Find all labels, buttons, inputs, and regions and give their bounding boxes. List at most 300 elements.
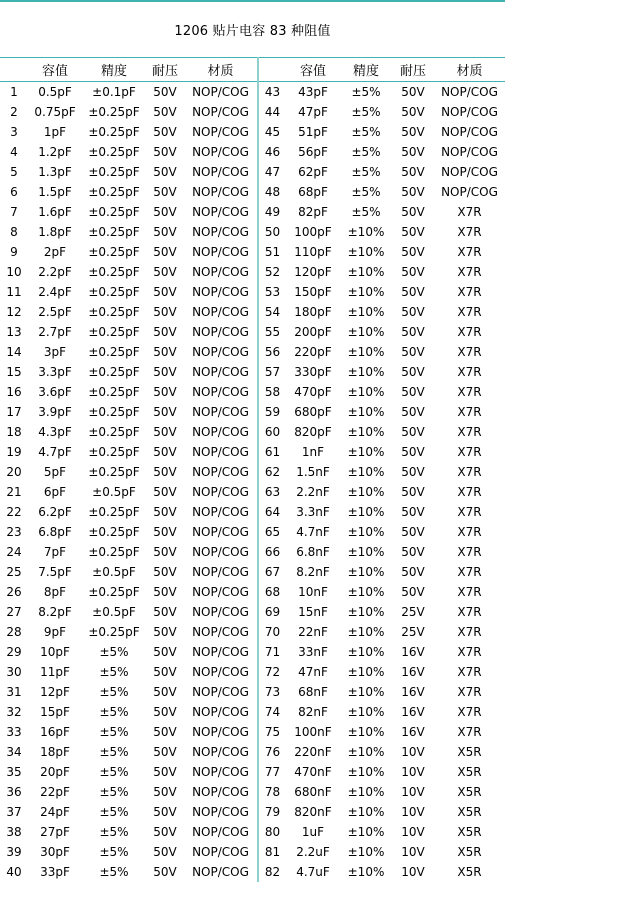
right-voltage-cell: 10V bbox=[401, 765, 425, 779]
right-precision-cell: ±10% bbox=[347, 365, 385, 379]
left-precision-cell: ±5% bbox=[99, 805, 129, 819]
left-precision-cell: ±0.25pF bbox=[88, 465, 140, 479]
right-index-cell: 71 bbox=[258, 642, 286, 662]
right-precision-cell: ±10% bbox=[347, 585, 385, 599]
left-precision-cell: ±0.25pF bbox=[88, 225, 140, 239]
table-row bbox=[0, 862, 505, 882]
left-index-cell: 29 bbox=[6, 645, 22, 659]
left-precision-cell: ±0.25pF bbox=[88, 205, 140, 219]
right-index-cell: 74 bbox=[258, 702, 286, 722]
right-capacitance-cell: 56pF bbox=[298, 145, 328, 159]
left-material-cell: NOP/COG bbox=[192, 505, 249, 519]
right-precision-cell: ±5% bbox=[351, 125, 381, 139]
right-precision-cell: ±10% bbox=[347, 345, 385, 359]
right-capacitance-cell: 4.7uF bbox=[296, 865, 330, 879]
left-material-cell: NOP/COG bbox=[192, 145, 249, 159]
table-row bbox=[0, 142, 505, 162]
left-material-cell: NOP/COG bbox=[192, 825, 249, 839]
left-voltage-cell: 50V bbox=[153, 605, 177, 619]
left-precision-cell: ±0.25pF bbox=[88, 105, 140, 119]
left-index-cell: 6 bbox=[10, 185, 18, 199]
left-voltage-cell: 50V bbox=[153, 845, 177, 859]
left-index-cell: 22 bbox=[6, 505, 22, 519]
left-index-cell: 4 bbox=[10, 145, 18, 159]
right-precision-cell: ±5% bbox=[351, 145, 381, 159]
left-material-cell: NOP/COG bbox=[192, 865, 249, 879]
left-capacitance-cell: 0.5pF bbox=[38, 85, 72, 99]
left-precision-cell: ±0.25pF bbox=[88, 505, 140, 519]
table-row bbox=[0, 462, 505, 482]
left-voltage-cell: 50V bbox=[153, 765, 177, 779]
left-index-cell: 5 bbox=[10, 165, 18, 179]
left-capacitance-cell: 1pF bbox=[43, 125, 67, 139]
right-index-cell: 69 bbox=[258, 602, 286, 622]
left-capacitance-cell: 1.8pF bbox=[38, 225, 72, 239]
left-voltage-cell: 50V bbox=[153, 545, 177, 559]
left-capacitance-cell: 2.5pF bbox=[38, 305, 72, 319]
left-voltage-cell: 50V bbox=[153, 445, 177, 459]
right-material-cell: X7R bbox=[457, 385, 482, 399]
left-voltage-cell: 50V bbox=[153, 625, 177, 639]
right-voltage-cell: 50V bbox=[401, 205, 425, 219]
table-row bbox=[0, 102, 505, 122]
right-voltage-cell: 50V bbox=[401, 325, 425, 339]
left-index-cell: 19 bbox=[6, 445, 22, 459]
right-material-cell: X7R bbox=[457, 725, 482, 739]
left-capacitance-cell: 5pF bbox=[43, 465, 67, 479]
right-material-cell: X7R bbox=[457, 365, 482, 379]
left-precision-cell: ±0.5pF bbox=[92, 485, 136, 499]
right-precision-cell: ±10% bbox=[347, 505, 385, 519]
table-row bbox=[0, 442, 505, 462]
right-material-cell: X7R bbox=[457, 345, 482, 359]
left-capacitance-cell: 11pF bbox=[40, 665, 70, 679]
left-precision-cell: ±5% bbox=[99, 645, 129, 659]
right-voltage-cell: 50V bbox=[401, 385, 425, 399]
left-voltage-cell: 50V bbox=[153, 585, 177, 599]
left-voltage-cell: 50V bbox=[153, 305, 177, 319]
right-index-cell: 78 bbox=[258, 782, 286, 802]
left-index-cell: 34 bbox=[6, 745, 22, 759]
left-capacitance-cell: 1.2pF bbox=[38, 145, 72, 159]
right-material-cell: X7R bbox=[457, 705, 482, 719]
table-row bbox=[0, 362, 505, 382]
left-voltage-cell: 50V bbox=[153, 185, 177, 199]
right-precision-cell: ±10% bbox=[347, 705, 385, 719]
right-voltage-cell: 10V bbox=[401, 825, 425, 839]
right-material-cell: X7R bbox=[457, 685, 482, 699]
right-capacitance-cell: 6.8nF bbox=[296, 545, 330, 559]
voltage-header-left: 耐压 bbox=[146, 58, 184, 82]
right-voltage-cell: 50V bbox=[401, 545, 425, 559]
table-row bbox=[0, 542, 505, 562]
right-capacitance-cell: 110pF bbox=[294, 245, 332, 259]
left-voltage-cell: 50V bbox=[153, 825, 177, 839]
index-header-left bbox=[0, 58, 28, 82]
left-precision-cell: ±0.25pF bbox=[88, 425, 140, 439]
left-voltage-cell: 50V bbox=[153, 745, 177, 759]
left-precision-cell: ±0.25pF bbox=[88, 525, 140, 539]
left-voltage-cell: 50V bbox=[153, 265, 177, 279]
left-material-cell: NOP/COG bbox=[192, 785, 249, 799]
left-precision-cell: ±0.25pF bbox=[88, 405, 140, 419]
right-voltage-cell: 16V bbox=[401, 645, 425, 659]
right-voltage-cell: 10V bbox=[401, 805, 425, 819]
left-precision-cell: ±0.25pF bbox=[88, 265, 140, 279]
right-material-cell: X5R bbox=[457, 865, 482, 879]
left-voltage-cell: 50V bbox=[153, 685, 177, 699]
right-index-cell: 66 bbox=[258, 542, 286, 562]
left-voltage-cell: 50V bbox=[153, 285, 177, 299]
right-voltage-cell: 50V bbox=[401, 285, 425, 299]
left-precision-cell: ±0.25pF bbox=[88, 345, 140, 359]
right-index-cell: 45 bbox=[258, 122, 286, 142]
right-material-cell: NOP/COG bbox=[441, 145, 498, 159]
table-row bbox=[0, 262, 505, 282]
left-precision-cell: ±0.25pF bbox=[88, 445, 140, 459]
left-index-cell: 36 bbox=[6, 785, 22, 799]
right-index-cell: 56 bbox=[258, 342, 286, 362]
right-capacitance-cell: 680nF bbox=[294, 785, 332, 799]
right-voltage-cell: 25V bbox=[401, 625, 425, 639]
right-voltage-cell: 50V bbox=[401, 225, 425, 239]
table-row bbox=[0, 482, 505, 502]
left-voltage-cell: 50V bbox=[153, 485, 177, 499]
right-precision-cell: ±10% bbox=[347, 385, 385, 399]
left-capacitance-cell: 8pF bbox=[43, 585, 67, 599]
left-precision-cell: ±0.25pF bbox=[88, 145, 140, 159]
left-capacitance-cell: 12pF bbox=[40, 685, 70, 699]
right-precision-cell: ±10% bbox=[347, 745, 385, 759]
precision-header-left: 精度 bbox=[82, 58, 146, 82]
right-precision-cell: ±10% bbox=[347, 285, 385, 299]
right-precision-cell: ±10% bbox=[347, 405, 385, 419]
top-rule bbox=[0, 0, 505, 2]
right-capacitance-cell: 47pF bbox=[298, 105, 328, 119]
right-index-cell: 73 bbox=[258, 682, 286, 702]
right-capacitance-cell: 1nF bbox=[301, 445, 325, 459]
left-material-cell: NOP/COG bbox=[192, 465, 249, 479]
left-index-cell: 12 bbox=[6, 305, 22, 319]
right-capacitance-cell: 220nF bbox=[294, 745, 332, 759]
right-index-cell: 48 bbox=[258, 182, 286, 202]
left-capacitance-cell: 1.6pF bbox=[38, 205, 72, 219]
left-material-cell: NOP/COG bbox=[192, 765, 249, 779]
table-row bbox=[0, 82, 505, 103]
material-header-left: 材质 bbox=[184, 58, 258, 82]
left-voltage-cell: 50V bbox=[153, 465, 177, 479]
table-row bbox=[0, 682, 505, 702]
left-voltage-cell: 50V bbox=[153, 385, 177, 399]
left-material-cell: NOP/COG bbox=[192, 725, 249, 739]
right-precision-cell: ±10% bbox=[347, 325, 385, 339]
right-material-cell: X7R bbox=[457, 285, 482, 299]
table-row bbox=[0, 762, 505, 782]
right-material-cell: NOP/COG bbox=[441, 165, 498, 179]
right-capacitance-cell: 680pF bbox=[294, 405, 332, 419]
right-voltage-cell: 25V bbox=[401, 605, 425, 619]
right-index-cell: 60 bbox=[258, 422, 286, 442]
right-precision-cell: ±10% bbox=[347, 725, 385, 739]
right-voltage-cell: 50V bbox=[401, 165, 425, 179]
table-row bbox=[0, 602, 505, 622]
table-row bbox=[0, 382, 505, 402]
left-index-cell: 40 bbox=[6, 865, 22, 879]
left-material-cell: NOP/COG bbox=[192, 805, 249, 819]
right-material-cell: X7R bbox=[457, 605, 482, 619]
left-capacitance-cell: 4.7pF bbox=[38, 445, 72, 459]
left-index-cell: 39 bbox=[6, 845, 22, 859]
left-precision-cell: ±0.1pF bbox=[92, 85, 136, 99]
right-index-cell: 77 bbox=[258, 762, 286, 782]
left-capacitance-cell: 22pF bbox=[40, 785, 70, 799]
left-index-cell: 18 bbox=[6, 425, 22, 439]
left-voltage-cell: 50V bbox=[153, 665, 177, 679]
right-material-cell: X5R bbox=[457, 845, 482, 859]
left-material-cell: NOP/COG bbox=[192, 425, 249, 439]
left-index-cell: 7 bbox=[10, 205, 18, 219]
right-capacitance-cell: 100nF bbox=[294, 725, 332, 739]
right-material-cell: NOP/COG bbox=[441, 85, 498, 99]
right-precision-cell: ±10% bbox=[347, 645, 385, 659]
table-row bbox=[0, 222, 505, 242]
right-voltage-cell: 10V bbox=[401, 845, 425, 859]
right-voltage-cell: 50V bbox=[401, 585, 425, 599]
left-material-cell: NOP/COG bbox=[192, 685, 249, 699]
right-material-cell: X7R bbox=[457, 485, 482, 499]
right-capacitance-cell: 470nF bbox=[294, 765, 332, 779]
right-voltage-cell: 10V bbox=[401, 865, 425, 879]
table-row bbox=[0, 822, 505, 842]
left-index-cell: 16 bbox=[6, 385, 22, 399]
right-index-cell: 61 bbox=[258, 442, 286, 462]
right-index-cell: 67 bbox=[258, 562, 286, 582]
left-precision-cell: ±0.25pF bbox=[88, 185, 140, 199]
left-voltage-cell: 50V bbox=[153, 165, 177, 179]
left-index-cell: 2 bbox=[10, 105, 18, 119]
right-voltage-cell: 50V bbox=[401, 525, 425, 539]
left-precision-cell: ±5% bbox=[99, 705, 129, 719]
index-header-right bbox=[258, 58, 286, 82]
left-material-cell: NOP/COG bbox=[192, 545, 249, 559]
left-index-cell: 33 bbox=[6, 725, 22, 739]
left-capacitance-cell: 1.5pF bbox=[38, 185, 72, 199]
table-row bbox=[0, 722, 505, 742]
left-voltage-cell: 50V bbox=[153, 705, 177, 719]
left-index-cell: 38 bbox=[6, 825, 22, 839]
left-material-cell: NOP/COG bbox=[192, 305, 249, 319]
right-index-cell: 50 bbox=[258, 222, 286, 242]
left-capacitance-cell: 3.3pF bbox=[38, 365, 72, 379]
right-material-cell: X7R bbox=[457, 665, 482, 679]
left-index-cell: 14 bbox=[6, 345, 22, 359]
table-row bbox=[0, 642, 505, 662]
right-capacitance-cell: 220pF bbox=[294, 345, 332, 359]
right-voltage-cell: 50V bbox=[401, 125, 425, 139]
left-capacitance-cell: 18pF bbox=[40, 745, 70, 759]
right-material-cell: X7R bbox=[457, 265, 482, 279]
left-index-cell: 13 bbox=[6, 325, 22, 339]
right-index-cell: 80 bbox=[258, 822, 286, 842]
right-index-cell: 47 bbox=[258, 162, 286, 182]
left-precision-cell: ±5% bbox=[99, 845, 129, 859]
precision-header-right: 精度 bbox=[340, 58, 392, 82]
right-capacitance-cell: 330pF bbox=[294, 365, 332, 379]
right-index-cell: 49 bbox=[258, 202, 286, 222]
right-voltage-cell: 50V bbox=[401, 505, 425, 519]
left-material-cell: NOP/COG bbox=[192, 265, 249, 279]
right-capacitance-cell: 3.3nF bbox=[296, 505, 330, 519]
right-precision-cell: ±10% bbox=[347, 605, 385, 619]
right-voltage-cell: 50V bbox=[401, 185, 425, 199]
right-capacitance-cell: 68nF bbox=[298, 685, 328, 699]
left-precision-cell: ±5% bbox=[99, 785, 129, 799]
right-capacitance-cell: 2.2uF bbox=[296, 845, 330, 859]
right-index-cell: 43 bbox=[258, 82, 286, 103]
right-material-cell: X7R bbox=[457, 225, 482, 239]
left-precision-cell: ±0.25pF bbox=[88, 125, 140, 139]
left-precision-cell: ±5% bbox=[99, 745, 129, 759]
left-voltage-cell: 50V bbox=[153, 245, 177, 259]
left-precision-cell: ±0.25pF bbox=[88, 365, 140, 379]
right-index-cell: 54 bbox=[258, 302, 286, 322]
left-capacitance-cell: 6.2pF bbox=[38, 505, 72, 519]
left-voltage-cell: 50V bbox=[153, 105, 177, 119]
right-index-cell: 53 bbox=[258, 282, 286, 302]
left-precision-cell: ±5% bbox=[99, 665, 129, 679]
right-voltage-cell: 50V bbox=[401, 465, 425, 479]
table-row bbox=[0, 242, 505, 262]
table-row bbox=[0, 202, 505, 222]
left-precision-cell: ±0.25pF bbox=[88, 305, 140, 319]
left-material-cell: NOP/COG bbox=[192, 405, 249, 419]
left-capacitance-cell: 2.4pF bbox=[38, 285, 72, 299]
left-precision-cell: ±5% bbox=[99, 685, 129, 699]
right-material-cell: NOP/COG bbox=[441, 125, 498, 139]
table-row bbox=[0, 782, 505, 802]
left-material-cell: NOP/COG bbox=[192, 105, 249, 119]
right-index-cell: 57 bbox=[258, 362, 286, 382]
right-capacitance-cell: 51pF bbox=[298, 125, 328, 139]
material-header-right: 材质 bbox=[434, 58, 505, 82]
right-index-cell: 64 bbox=[258, 502, 286, 522]
table-header bbox=[0, 58, 505, 82]
right-material-cell: NOP/COG bbox=[441, 185, 498, 199]
left-capacitance-cell: 2.7pF bbox=[38, 325, 72, 339]
left-index-cell: 23 bbox=[6, 525, 22, 539]
right-material-cell: X5R bbox=[457, 745, 482, 759]
table-row bbox=[0, 402, 505, 422]
right-voltage-cell: 10V bbox=[401, 745, 425, 759]
left-material-cell: NOP/COG bbox=[192, 165, 249, 179]
right-precision-cell: ±10% bbox=[347, 805, 385, 819]
right-index-cell: 52 bbox=[258, 262, 286, 282]
left-precision-cell: ±0.25pF bbox=[88, 585, 140, 599]
right-precision-cell: ±10% bbox=[347, 245, 385, 259]
left-precision-cell: ±0.5pF bbox=[92, 565, 136, 579]
left-material-cell: NOP/COG bbox=[192, 645, 249, 659]
left-capacitance-cell: 16pF bbox=[40, 725, 70, 739]
left-precision-cell: ±5% bbox=[99, 825, 129, 839]
right-index-cell: 65 bbox=[258, 522, 286, 542]
right-capacitance-cell: 33nF bbox=[298, 645, 328, 659]
right-index-cell: 79 bbox=[258, 802, 286, 822]
right-index-cell: 59 bbox=[258, 402, 286, 422]
right-voltage-cell: 50V bbox=[401, 485, 425, 499]
left-material-cell: NOP/COG bbox=[192, 285, 249, 299]
left-voltage-cell: 50V bbox=[153, 325, 177, 339]
left-precision-cell: ±0.25pF bbox=[88, 245, 140, 259]
right-voltage-cell: 50V bbox=[401, 345, 425, 359]
left-voltage-cell: 50V bbox=[153, 365, 177, 379]
right-voltage-cell: 16V bbox=[401, 685, 425, 699]
right-precision-cell: ±10% bbox=[347, 425, 385, 439]
left-capacitance-cell: 4.3pF bbox=[38, 425, 72, 439]
right-voltage-cell: 50V bbox=[401, 105, 425, 119]
left-index-cell: 25 bbox=[6, 565, 22, 579]
right-voltage-cell: 50V bbox=[401, 145, 425, 159]
right-precision-cell: ±10% bbox=[347, 485, 385, 499]
left-capacitance-cell: 3.6pF bbox=[38, 385, 72, 399]
left-voltage-cell: 50V bbox=[153, 725, 177, 739]
voltage-header-right: 耐压 bbox=[392, 58, 434, 82]
right-precision-cell: ±10% bbox=[347, 525, 385, 539]
left-capacitance-cell: 9pF bbox=[43, 625, 67, 639]
right-capacitance-cell: 820nF bbox=[294, 805, 332, 819]
right-precision-cell: ±5% bbox=[351, 205, 381, 219]
table-row bbox=[0, 302, 505, 322]
right-capacitance-cell: 4.7nF bbox=[296, 525, 330, 539]
table-row bbox=[0, 162, 505, 182]
right-voltage-cell: 50V bbox=[401, 85, 425, 99]
left-capacitance-cell: 20pF bbox=[40, 765, 70, 779]
left-material-cell: NOP/COG bbox=[192, 485, 249, 499]
right-precision-cell: ±10% bbox=[347, 865, 385, 879]
left-capacitance-cell: 15pF bbox=[40, 705, 70, 719]
table-row bbox=[0, 282, 505, 302]
left-material-cell: NOP/COG bbox=[192, 365, 249, 379]
right-capacitance-cell: 82pF bbox=[298, 205, 328, 219]
right-material-cell: X7R bbox=[457, 545, 482, 559]
left-capacitance-cell: 3.9pF bbox=[38, 405, 72, 419]
left-material-cell: NOP/COG bbox=[192, 85, 249, 99]
right-index-cell: 63 bbox=[258, 482, 286, 502]
right-capacitance-cell: 150pF bbox=[294, 285, 332, 299]
right-capacitance-cell: 1uF bbox=[301, 825, 325, 839]
right-index-cell: 51 bbox=[258, 242, 286, 262]
left-material-cell: NOP/COG bbox=[192, 325, 249, 339]
table-row bbox=[0, 522, 505, 542]
table-row bbox=[0, 342, 505, 362]
left-precision-cell: ±5% bbox=[99, 725, 129, 739]
right-capacitance-cell: 10nF bbox=[298, 585, 328, 599]
left-material-cell: NOP/COG bbox=[192, 225, 249, 239]
right-capacitance-cell: 2.2nF bbox=[296, 485, 330, 499]
left-material-cell: NOP/COG bbox=[192, 845, 249, 859]
right-voltage-cell: 16V bbox=[401, 665, 425, 679]
left-precision-cell: ±0.25pF bbox=[88, 625, 140, 639]
left-index-cell: 1 bbox=[10, 85, 18, 99]
right-precision-cell: ±5% bbox=[351, 185, 381, 199]
right-capacitance-cell: 200pF bbox=[294, 325, 332, 339]
left-material-cell: NOP/COG bbox=[192, 745, 249, 759]
right-material-cell: X7R bbox=[457, 525, 482, 539]
right-capacitance-cell: 47nF bbox=[298, 665, 328, 679]
left-voltage-cell: 50V bbox=[153, 145, 177, 159]
right-index-cell: 82 bbox=[258, 862, 286, 882]
table-row bbox=[0, 122, 505, 142]
right-material-cell: X5R bbox=[457, 765, 482, 779]
